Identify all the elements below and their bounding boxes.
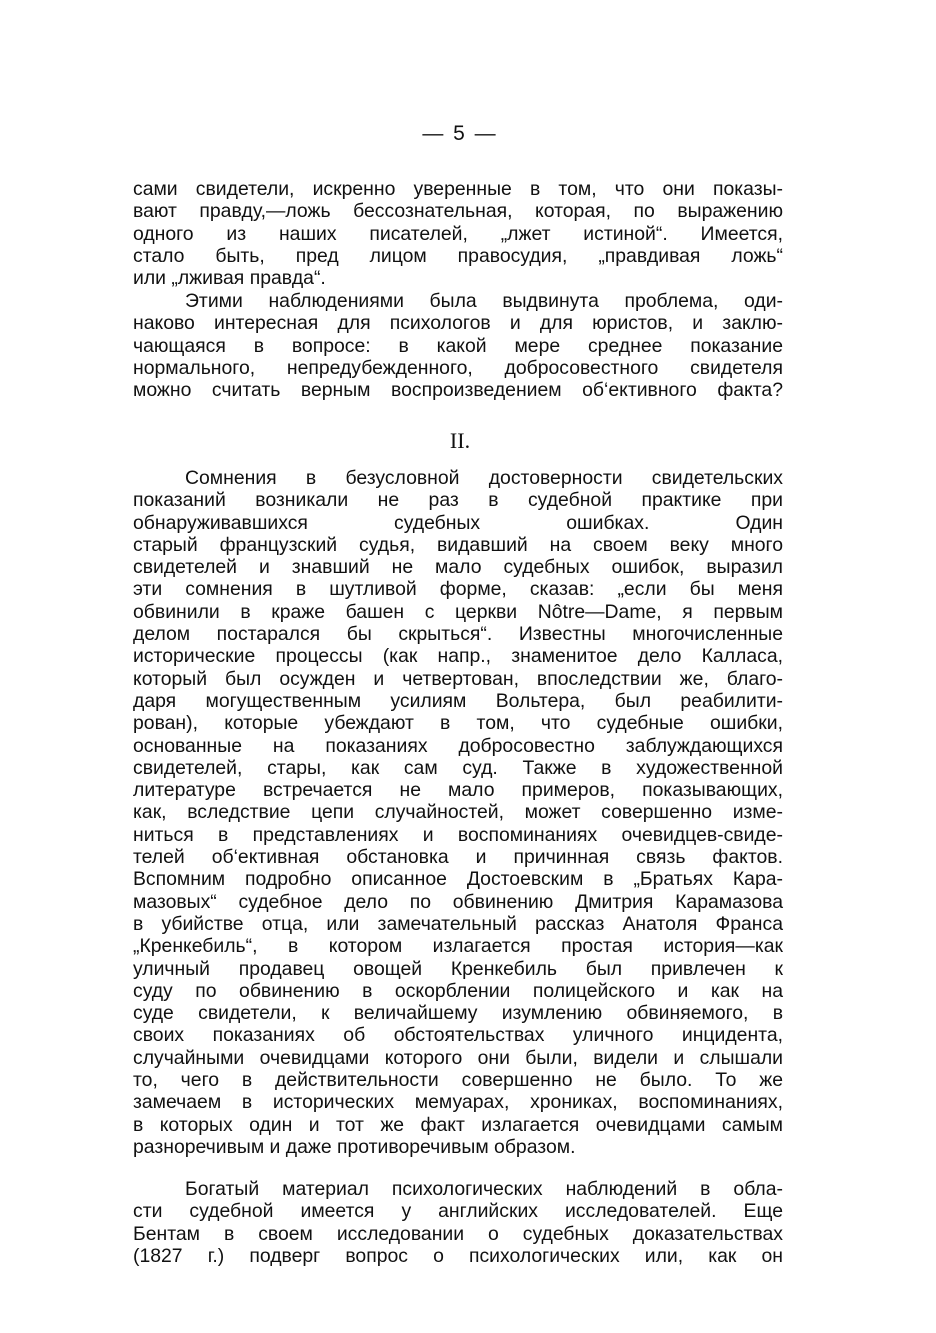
paragraph-3 — [133, 467, 783, 1158]
text-line: „Кренкебиль“, в котором излагается простая история—как — [133, 935, 783, 958]
text-line: телей об‘ективная обстановка и причинная связь фактов. — [133, 846, 783, 869]
text-line: даря могущественным усилиям Вольтера, был реабилити- — [133, 689, 783, 712]
text-line: своих показаниях об обстоятельствах уличного инцидента, — [133, 1024, 783, 1047]
text-line: одного из наших писателей, „лжет истиной“. Имеется, — [133, 222, 783, 245]
paragraph-2 — [133, 290, 783, 401]
text-line: случайными очевидцами которого они были, видели и слышали — [133, 1046, 783, 1069]
text-line: суду по обвинению в оскорблении полицейского и как на — [133, 979, 783, 1002]
text-line: вают правду,—ложь бессознательная, которая, по выражению — [133, 200, 783, 223]
text-line: то, чего в действительности совершенно не было. То же — [133, 1069, 783, 1092]
text-line: свидетелей и знавший не мало судебных ошибок, выразил — [133, 556, 783, 579]
text-line: Богатый материал психологических наблюдений в обла- — [185, 1178, 783, 1200]
text-line: старый французский судья, видавший на своем веку много — [133, 533, 783, 556]
text-line: рован), которые убеждают в том, что судебные ошибки, — [133, 712, 783, 735]
text-line: Вспомним подробно описанное Достоевским в „Братьях Кара- — [133, 868, 783, 891]
text-line: замечаем в исторических мемуарах, хрониках, воспоминаниях, — [133, 1091, 783, 1114]
text-line: обвинили в краже башен с церкви Nôtre—Dame, я первым — [133, 600, 783, 623]
text-line: стало быть, пред лицом правосудия, „правдивая ложь“ — [133, 244, 783, 267]
text-line: основанные на показаниях добросовестно заблуждающихся — [133, 734, 783, 757]
text-line: Сомнения в безусловной достоверности свидетельских — [185, 467, 783, 489]
text-line: как, вследствие цепи случайностей, может совершенно изме- — [133, 801, 783, 824]
text-line: в убийстве отца, или замечательный рассказ Анатоля Франса — [133, 912, 783, 935]
section-heading: II. — [449, 428, 471, 453]
paragraph-1 — [133, 178, 783, 289]
text-line: обнаруживавшихся судебных ошибках. Один — [133, 511, 783, 534]
text-line: чающаяся в вопросе: в какой мере среднее показание — [133, 334, 783, 357]
text-line: литературе встречается не мало примеров, показывающих, — [133, 779, 783, 802]
page-number: — 5 — — [422, 122, 498, 145]
text-line: разноречивым и даже противоречивым образом. — [133, 1135, 576, 1158]
text-line: свидетелей, стары, как сам суд. Также в художественной — [133, 756, 783, 779]
text-line: мазовых“ судебное дело по обвинению Дмитрия Карамазова — [133, 890, 783, 913]
text-line: Этими наблюдениями была выдвинута проблема, оди- — [185, 290, 783, 312]
text-line: нормального, непредубежденного, добросовестного свидетеля — [133, 356, 783, 379]
text-line: Бентам в своем исследовании о судебных доказательствах — [133, 1222, 783, 1245]
text-line: ниться в представлениях и воспоминаниях очевидцев-свиде- — [133, 823, 783, 846]
text-line: сами свидетели, искренно уверенные в том, что они показы- — [133, 178, 783, 200]
text-line: показаний возникали не раз в судебной практике при — [133, 489, 783, 512]
text-line: наково интересная для психологов и для юристов, и заклю- — [133, 312, 783, 335]
paragraph-4 — [133, 1178, 783, 1267]
text-line: эти сомнения в шутливой форме, сказав: „если бы меня — [133, 578, 783, 601]
text-line: сти судебной имеется у английских исследователей. Еще — [133, 1200, 783, 1223]
text-line: можно считать верным воспроизведением об‘ективного факта? — [133, 379, 783, 402]
text-line: делом постарался бы скрыться“. Известны многочисленные — [133, 623, 783, 646]
text-line: (1827 г.) подверг вопрос о психологических или, как он — [133, 1244, 783, 1267]
text-line: в которых один и тот же факт излагается очевидцами самым — [133, 1113, 783, 1136]
text-line: исторические процессы (как напр., знаменитое дело Калласа, — [133, 645, 783, 668]
text-line: суде свидетели, к величайшему изумлению обвиняемого, в — [133, 1002, 783, 1025]
text-line: или „лживая правда“. — [133, 267, 326, 290]
text-line: который был осужден и четвертован, впоследствии же, благо- — [133, 667, 783, 690]
text-line: уличный продавец овощей Кренкебиль был привлечен к — [133, 957, 783, 980]
